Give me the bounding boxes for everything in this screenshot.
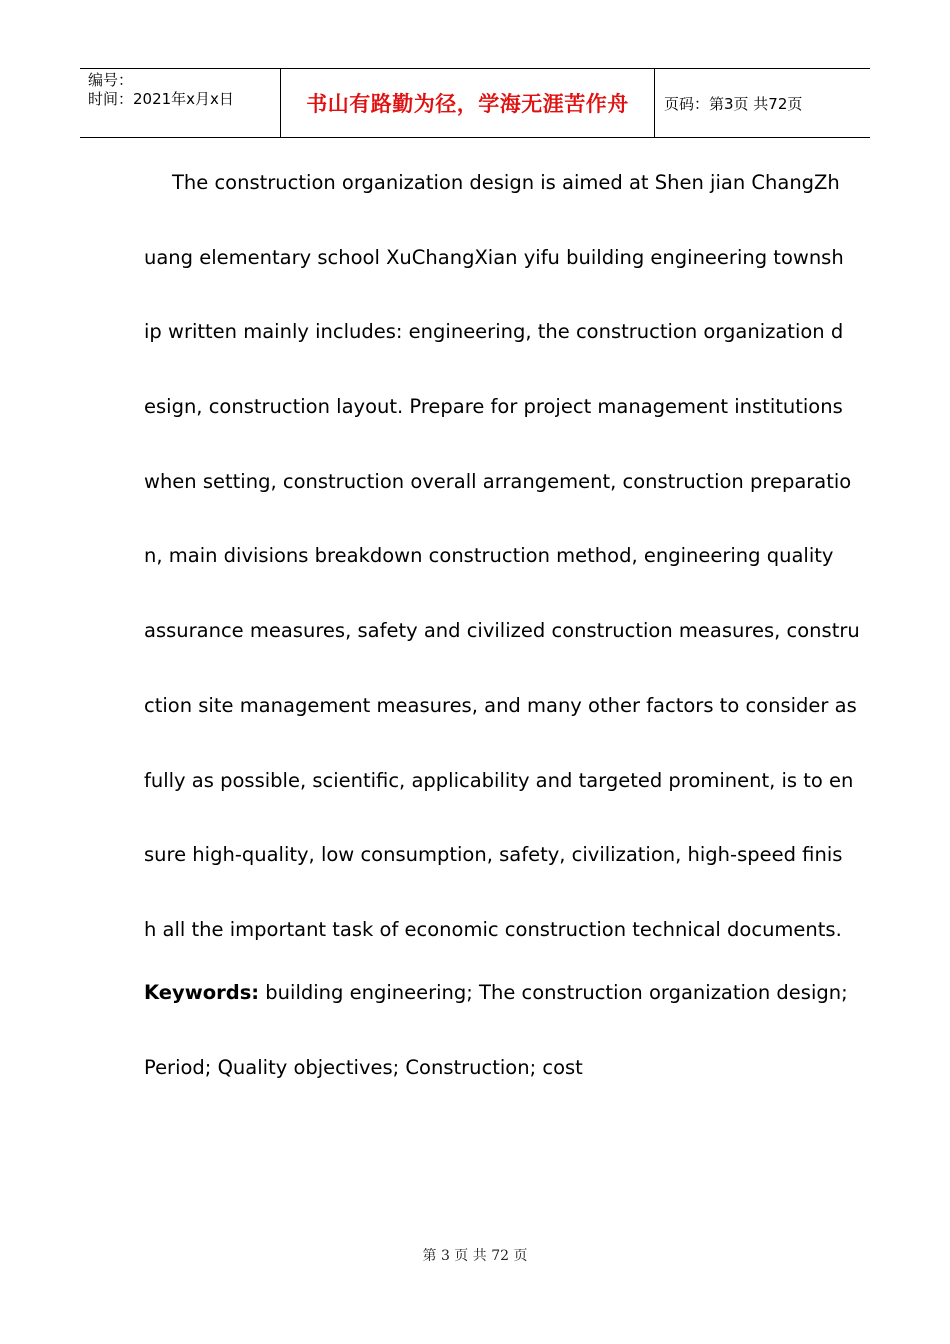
abstract-line: h all the important task of economic construction technical documents. [144, 917, 842, 941]
abstract-body [144, 146, 860, 968]
abstract-line: sure high-quality, low consumption, safety, civilization, high-speed finis [144, 843, 843, 867]
header-info-cell [80, 69, 281, 137]
abstract-line: fully as possible, scientific, applicability and targeted prominent, is to en [144, 768, 854, 792]
abstract-line: assurance measures, safety and civilized construction measures, constru [144, 619, 860, 643]
keywords-text-2: Period; Quality objectives; Construction; cost [144, 1056, 583, 1079]
keywords-line-1 [144, 955, 848, 1030]
abstract-line: ction site management measures, and many other factors to consider as [144, 693, 857, 717]
header-motto-cell [281, 69, 655, 137]
abstract-line: when setting, construction overall arrangement, construction preparatio [144, 469, 852, 493]
page-header [80, 68, 870, 138]
header-page-code: 页码：第3页 共72页 [664, 94, 803, 113]
abstract-line: The construction organization design is aimed at Shen jian ChangZh [172, 171, 840, 194]
abstract-line: n, main divisions breakdown construction method, engineering quality [144, 544, 834, 568]
document-number-label: 编号： [88, 71, 134, 89]
document-date: 时间：2021年x月x日 [88, 90, 234, 108]
abstract-line: uang elementary school XuChangXian yifu building engineering townsh [144, 245, 844, 269]
motto-text: 书山有路勤为径，学海无涯苦作舟 [306, 92, 629, 116]
page-footer: 第 3 页 共 72 页 [422, 1248, 528, 1264]
header-page-cell [655, 69, 870, 137]
abstract-line: ip written mainly includes: engineering, the construction organization d [144, 320, 844, 344]
keywords-line-2 [144, 1030, 583, 1105]
abstract-line: esign, construction layout. Prepare for project management institutions [144, 395, 843, 419]
keywords-label: Keywords: [144, 981, 260, 1004]
keywords-text-1: building engineering; The construction organization design; [259, 981, 848, 1004]
